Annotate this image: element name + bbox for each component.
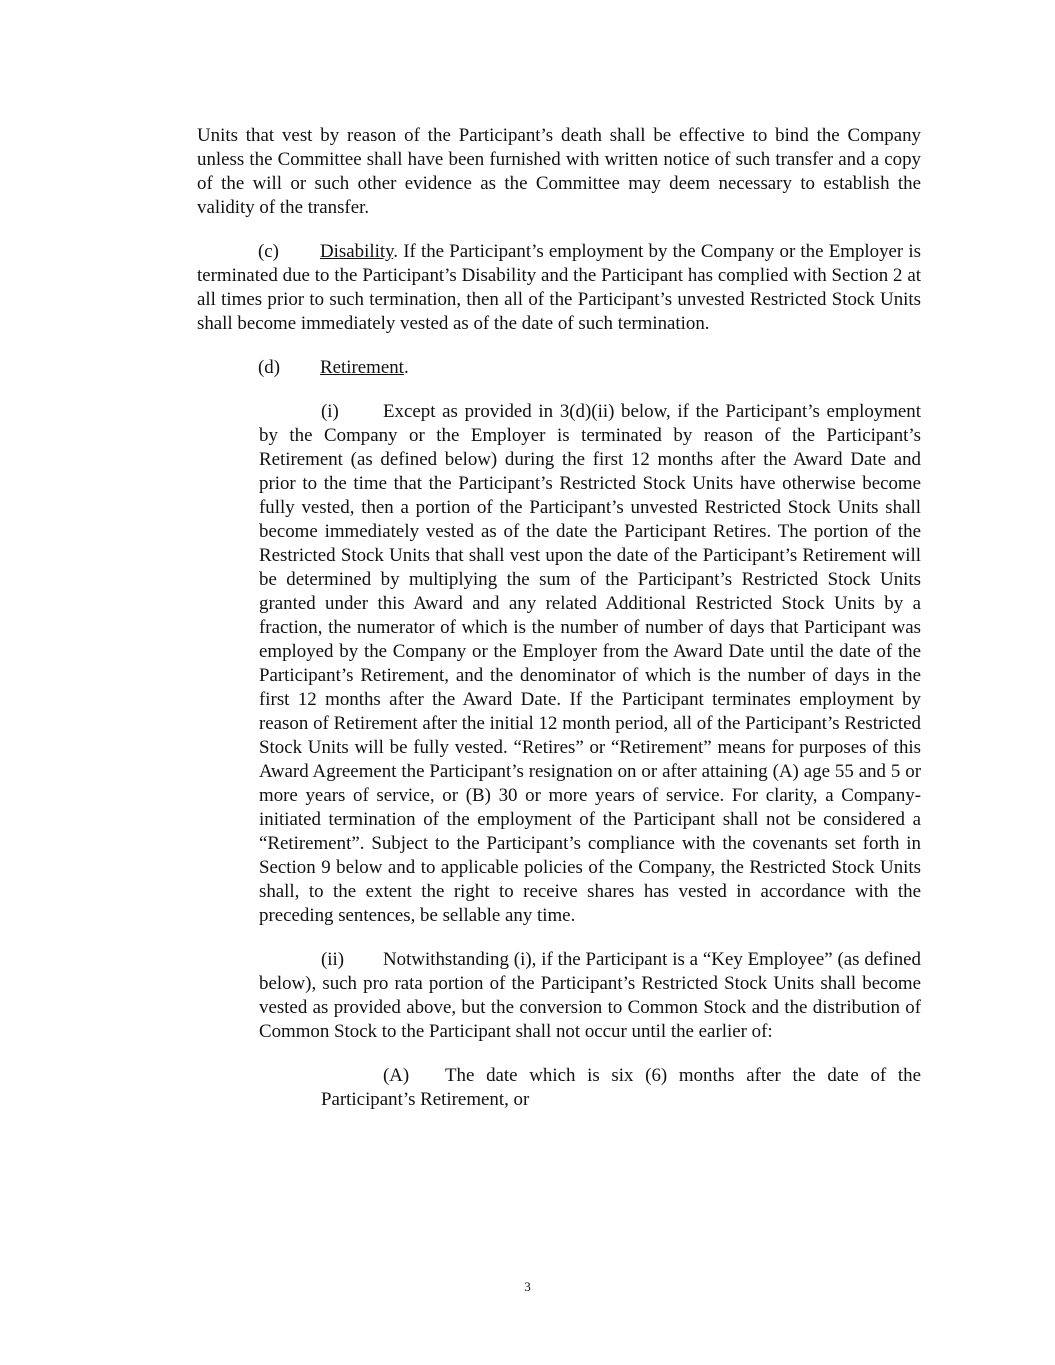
- section-d-paragraph: [197, 356, 921, 380]
- section-c-paragraph: [197, 240, 921, 336]
- section-d-i-paragraph: [259, 400, 921, 928]
- section-d-ii-a-number: (A): [383, 1065, 410, 1086]
- section-d-i-body: Except as provided in 3(d)(ii) below, if the Participant’s employment by the Company or the Employer is terminated by reason of the Participant’s Retirement (as defined below) during the first 12 months after the Award Date and prior to the time that the Participant’s Restricted Stock Units have otherwise become fully vested, then a portion of the Participant’s unvested Restricted Stock Units shall become immediately vested as of the date the Participant Retires. The portion of the Restricted Stock Units that shall vest upon the date of the Participant’s Retirement will be determined by multiplying the sum of the Participant’s Restricted Stock Units granted under this Award and any related Additional Restricted Stock Units by a fraction, the numerator of which is the number of number of days that Participant was employed by the Company or the Employer from the Award Date until the date of the Participant’s Retirement, and the denominator of which is the number of days in the first 12 months after the Award Date. If the Participant terminates employment by reason of Retirement after the initial 12 month period, all of the Participant’s Restricted Stock Units will be fully vested. “Retires” or “Retirement” means for purposes of this Award Agreement the Participant’s resignation on or after attaining (A) age 55 and 5 or more years of service, or (B) 30 or more years of service. For clarity, a Company-initiated termination of the employment of the Participant shall not be considered a “Retirement”. Subject to the Participant’s compliance with the covenants set forth in Section 9 below and to applicable policies of the Company, the Restricted Stock Units shall, to the extent the right to receive shares has vested in accordance with the preceding sentences, be sellable any time.: [259, 401, 921, 926]
- section-d-heading: Retirement: [320, 357, 404, 378]
- section-d-ii-paragraph: [259, 948, 921, 1044]
- section-d-ii-body: Notwithstanding (i), if the Participant is a “Key Employee” (as defined below), such pro rata portion of the Participant’s Restricted Stock Units shall become vested as provided above, but the conversion to Common Stock and the distribution of Common Stock to the Participant shall not occur until the earlier of:: [259, 949, 921, 1042]
- section-d-ii-a-body: The date which is six (6) months after the date of the Participant’s Retirement, or: [321, 1065, 921, 1110]
- section-d-i-number: (i): [321, 401, 339, 422]
- section-d-ii-number: (ii): [321, 949, 345, 970]
- section-c-number: (c): [258, 241, 279, 262]
- section-d-heading-suffix: .: [403, 357, 409, 378]
- section-d-number: (d): [258, 357, 281, 378]
- document-page: [197, 124, 921, 1132]
- section-d-ii-a-paragraph: [321, 1064, 921, 1112]
- section-c-body: . If the Participant’s employment by the Company or the Employer is terminated due to the Participant’s Disability and the Participant has complied with Section 2 at all times prior to such termination, then all of the Participant’s unvested Restricted Stock Units shall become immediately vested as of the date of such termination.: [197, 241, 921, 334]
- section-c-heading: Disability: [320, 241, 394, 262]
- page-number: 3: [524, 1279, 531, 1294]
- continuation-paragraph: Units that vest by reason of the Participant’s death shall be effective to bind the Company unless the Committee shall have been furnished with written notice of such transfer and a copy of the will or such other evidence as the Committee may deem necessary to establish the validity of the transfer.: [197, 125, 921, 218]
